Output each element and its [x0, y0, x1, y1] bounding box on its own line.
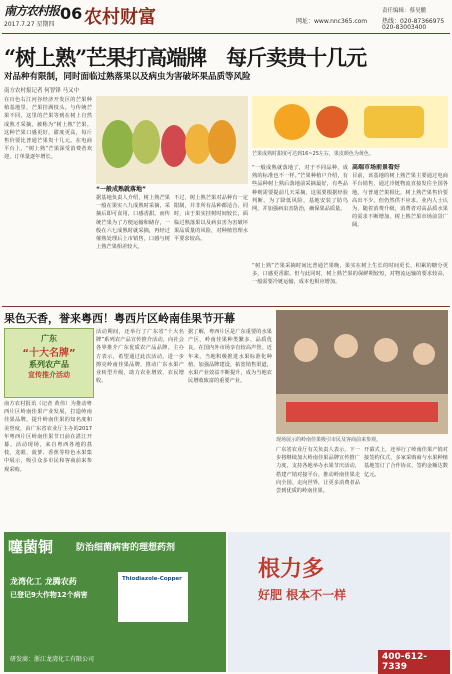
ad-pesticide[interactable] — [4, 532, 226, 672]
ad-right-tagline: 好肥 根本不一样 — [258, 588, 347, 602]
lead-body-1: 在百色右江河谷经济开发区的芒果种植基地里，芒果挂满枝头。与传统芒果不同，这里的芒果等到在树上自然成熟才采摘，被称为“树上熟”芒果。这种芒果口感更好，甜度更高，每斤售价要比普通芒果贵十几元。在电商平台上，“树上熟”芒果深受消费者欢迎，订单量逐年增长。 — [4, 97, 92, 161]
ad-left-product: Thiodiazole-Copper — [122, 576, 182, 582]
masthead-rule — [2, 33, 450, 34]
hotline-2: 020-83003400 — [382, 24, 427, 31]
second-column-2 — [96, 328, 184, 528]
promo-line-1: 广东 — [41, 334, 57, 343]
fruit-festival-photo — [276, 310, 448, 434]
second-headline: 果色天香，誉来粤西！粤西片区岭南佳果节开幕 — [4, 312, 235, 325]
issue-date: 2017.7.27 星期四 — [4, 21, 55, 28]
lead-subhead: 对品种有限制，同时面临过熟落果以及病虫为害破坏果品质等风险 — [4, 72, 251, 82]
page-number: 06 — [60, 4, 83, 23]
mango-product-photo — [252, 96, 448, 148]
ad-left-footer: 研发商：浙江龙湾化工有限公司 — [10, 656, 95, 663]
second-body-1: 南方农村报讯（记者 黄伟）为推动粤西片区岭南佳果产业发展，打造岭南佳果品牌，提升岭南佳果的知名度和美誉度，由广东省农业厅主办的2017年粤西片区岭南佳果节日前在湛江开幕。活动现场，来自粤西各地的荔枝、龙眼、菠萝、香蕉等特色水果集中展示，吸引众多市民和客商前来参观采购。 — [4, 401, 92, 473]
promo-line-4: 宣传推介活动 — [28, 371, 70, 379]
mango-illustration — [96, 96, 248, 184]
second-column-3 — [188, 328, 272, 528]
second-body-4: 广东省农业厅有关负责人表示，下一步将继续加大岭南佳果品牌宣传推广力度，支持各地举办水果节庆活动，搭建产销对接平台，推动岭南佳果走向全国、走向世界，让更多消费者品尝到优质的岭南佳果。 — [276, 447, 360, 495]
second-column-1 — [4, 400, 92, 528]
second-photo-caption: 现场展示的岭南佳果吸引市民及客商前来参观。 — [276, 437, 382, 443]
lead-quote: “一般成熟就落地” — [96, 186, 146, 193]
promo-line-2: “十大名牌” — [22, 348, 76, 359]
lead-section-title: 高端市场前景看好 — [352, 164, 401, 171]
hotline-1: 热线：020-87366975 — [382, 18, 445, 25]
ad-right-phone: 400-612-7339 — [378, 650, 450, 674]
lead-column-3 — [174, 194, 248, 304]
editor-label: 责任编辑：蔡昊鹏 — [382, 8, 427, 14]
lead-headline: “树上熟”芒果打高端牌 每斤卖贵十几元 — [4, 45, 367, 70]
promo-line-3: 系列农产品 — [29, 360, 69, 369]
second-body-3: 据了解，粤西片区是广东重要的水果产区，岭南佳果种类繁多、品质优良，在国内外市场享有较高声誉。近年来，当地积极推进水果标准化种植，加强品牌建设，拓宽销售渠道，水果产业效益不断提升，成为当地农民增收致富的重要产业。 — [188, 329, 272, 385]
second-body-5: 开幕式上，还举行了岭南佳果产销对接签约仪式，多家采购商与水果种植基地签订了合作协议，签约金额达数亿元。 — [364, 447, 448, 478]
ad-left-line-2: 已登记9大作物12个病害 — [10, 591, 88, 599]
lead-body-4: “一般成熟就落地了，对于不同品种，成熟的标准也不一样。”芒果种植户介绍，有些品种树上熟后落地前采摘最好，有些品种则需要提前几天采摘，这需要根据经验判断。为了降低风险，基地安装了防鸟网，并加强病虫害防治，确保果品质量。 — [252, 165, 348, 213]
lead-body-6: “树上熟”芒果采摘时间比普通芒果晚，果实在树上生长的时间更长，积累的糖分更多，口感更香甜。但与此同时，树上熟芒果的保鲜期较短，对物流运输的要求较高，一般需要冷链运输，成本也相应增加。 — [252, 263, 448, 286]
ad-fertilizer[interactable] — [228, 532, 450, 672]
lead-column-2 — [96, 194, 170, 304]
ad-left-product-box — [118, 572, 188, 622]
ad-left-line-1: 龙湾化工 龙腾农药 — [10, 577, 77, 586]
lead-byline: 南方农村报记者 何智锋 马又中 — [4, 88, 79, 94]
mango-cut-illustration — [252, 96, 448, 148]
second-column-4 — [276, 446, 360, 528]
lead-column-6 — [252, 262, 448, 304]
ad-right-brand: 根力多 — [258, 557, 325, 582]
ad-left-slogan: 防治细菌病害的理想药剂 — [76, 543, 176, 553]
mango-photo — [96, 96, 248, 184]
lead-body-2: 据基地负责人介绍，树上熟芒果一般在果实八九成熟时采摘，采摘后即可食用，口感香甜。而传统芒果为了方便运输和储存，一般在六七成熟时就采摘，再经过催熟处理后上市销售，口感与树上熟芒果相差较大。 — [96, 195, 170, 251]
lead-photo-caption: 芒果成熟时甜度可达到16~25左右，果皮颜色为黄色。 — [252, 151, 374, 157]
newspaper-name: 南方农村报 — [4, 4, 60, 18]
second-column-5 — [364, 446, 448, 528]
section-rule — [2, 306, 450, 307]
lead-body-3: 不过，树上熟芒果对品种有一定限制，并非所有品种都适合。同时，由于果实挂树时间较长，面临过熟落果以及病虫害为害破坏果品质量的风险，对种植管理水平要求较高。 — [174, 195, 248, 243]
website: 网址：www.nnc365.com — [296, 18, 368, 25]
section-title: 农村财富 — [84, 7, 156, 28]
festival-illustration — [276, 310, 448, 434]
lead-column-1 — [4, 96, 92, 304]
second-body-2: 活动期间，还举行了广东省“十大名牌”系列农产品宣传推介活动，向社会各界推介广东优质农产品品牌。主办方表示，希望通过此次活动，进一步擦亮岭南佳果品牌，推动广东水果产业转型升级，助力农业增效、农民增收。 — [96, 329, 184, 385]
lead-body-5: 目前，该基地的树上熟芒果主要通过电商平台销售，通过冷链物流直接发往全国各地。与普通芒果相比，树上熟芒果售价要高出不少，但仍然供不应求。业内人士认为，随着消费升级，消费者对高品质水果的需求不断增加，树上熟芒果市场前景广阔。 — [352, 173, 448, 229]
ad-left-brand: 噻菌铜 — [8, 538, 54, 556]
promo-box — [4, 328, 94, 398]
